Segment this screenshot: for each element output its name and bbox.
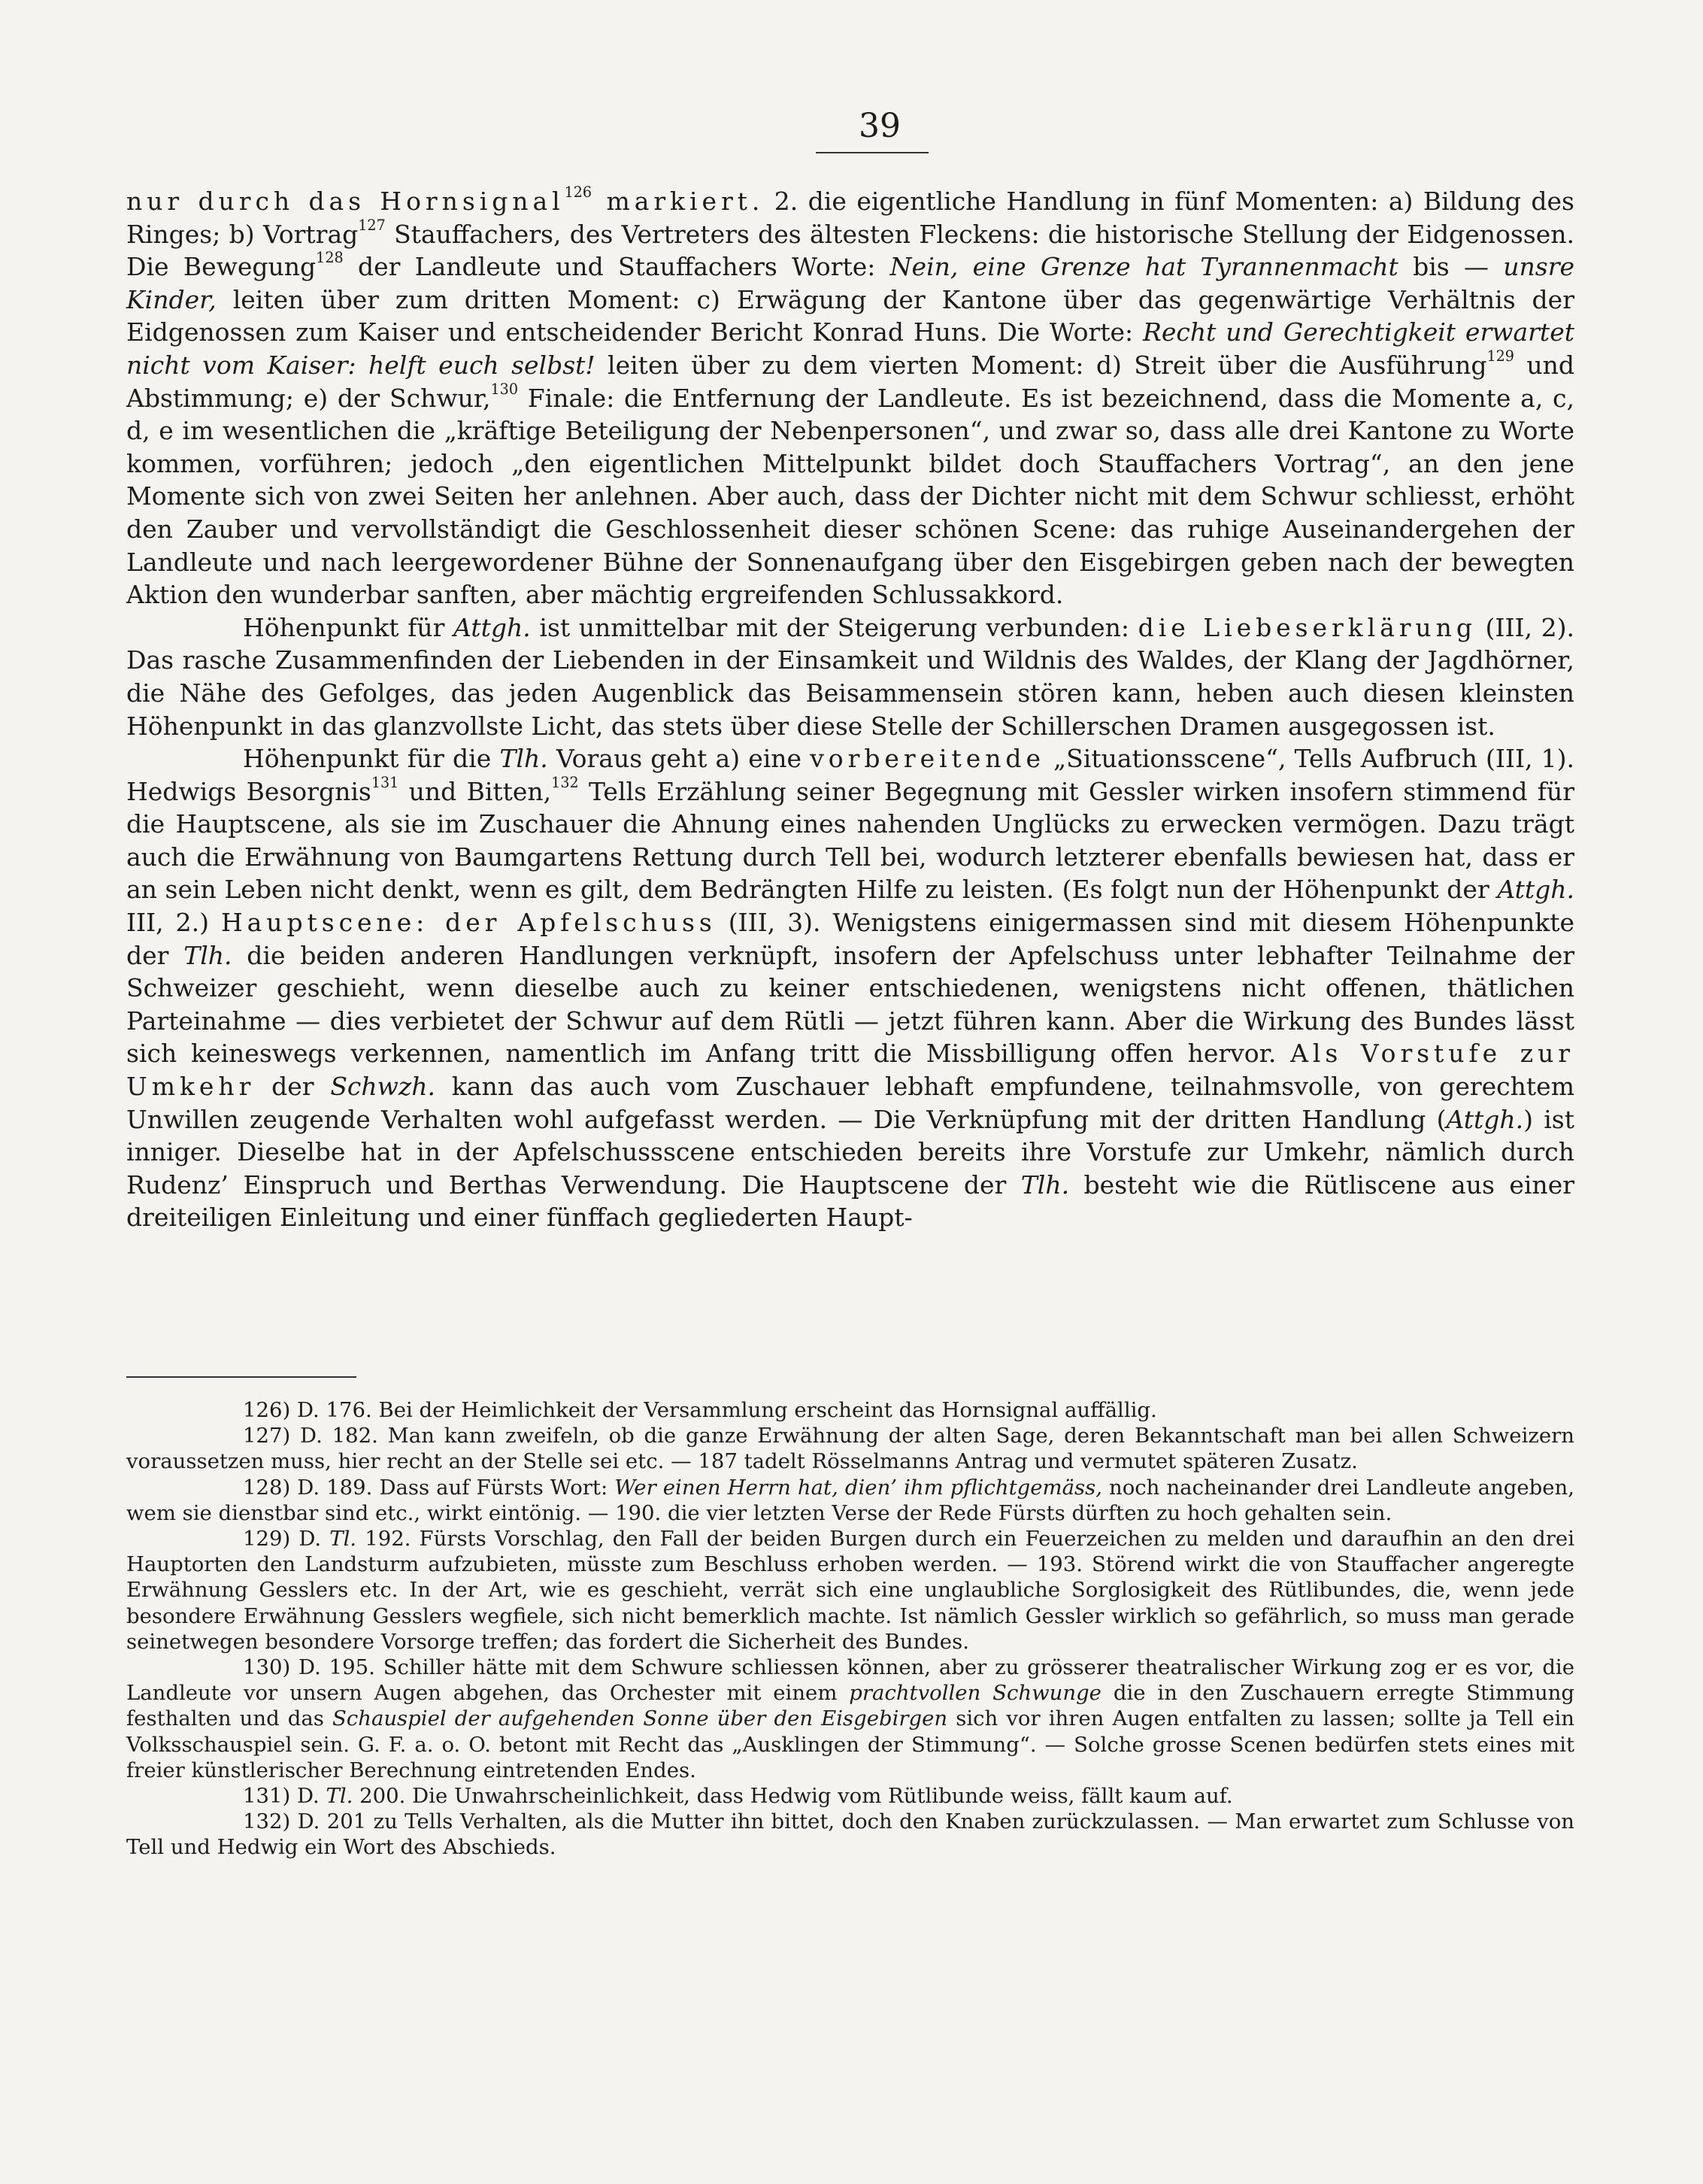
text-run: Voraus geht a) eine (547, 744, 811, 774)
footnote-reference: 130 (490, 380, 519, 398)
text-run: leiten über zu dem vierten Moment: d) Streit über die Ausführung (595, 350, 1487, 380)
footnote-7 (126, 1809, 1574, 1860)
text-run: III, 2.) (126, 908, 221, 938)
footnote-2 (126, 1423, 1574, 1474)
text-run: Höhenpunkt für die (243, 744, 500, 774)
text-run: (III, 3). Wenigstens einigermassen sind mit diesem Höhenpunkte der (126, 908, 1574, 970)
text-run: (III, 2). Das rasche Zusammenfinden der Liebenden in der Einsamkeit und Wildnis des Waldes, der Klang der Jagdhörner, die Nähe des Gefolges, das jeden Augenblick das Beisammensein stören kann, heben auch diesen kleinsten Höhenpunkt in das glanzvollste Licht, das stets über diese Stelle der Schillerschen Dramen ausgegossen ist. (126, 612, 1574, 741)
text-run: 2. die eigentliche Handlung in fünf Momenten: a) Bildung des Ringes; b) Vortrag (126, 187, 1574, 249)
text-run: Stauffachers, des Vertreters des ältesten Fleckens: die historische Stellung der Eidgenossen. Die Bewegung (126, 219, 1574, 282)
text-run: 126) D. 176. Bei der Heimlichkeit der Versammlung erscheint das Hornsignal auffällig. (243, 1398, 1157, 1422)
footnote-reference: 126 (564, 183, 592, 201)
italic-text: Tl. (326, 1784, 353, 1809)
text-run: bis — (1398, 252, 1504, 282)
footnote-separator (126, 1376, 356, 1378)
text-run: 130) D. 195. Schiller hätte mit dem Schwure schliessen können, aber zu grösserer theatralischer Wirkung zog er es vor, die Landleute vor unsern Augen abgehen, das Orchester mit einem (126, 1655, 1574, 1706)
footnote-reference: 129 (1486, 347, 1514, 365)
text-run: ist unmittelbar mit der Steigerung verbunden: (530, 612, 1138, 642)
spaced-emphasis-text: Als Vorstufe zur Umkehr (126, 1039, 1574, 1102)
spaced-emphasis-text: Hauptscene: der Apfelschuss (220, 908, 717, 938)
italic-text: unsre Kinder, (126, 252, 1575, 314)
footnotes (126, 1397, 1574, 1861)
text-run: und Bitten, (398, 776, 552, 806)
main-text (126, 185, 1574, 1234)
text-run: leiten über zum dritten Moment: c) Erwägung der Kantone über das gegenwärtige Verhältnis der Eidgenossen zum Kaiser und entscheidender Bericht Konrad Huns. Die Worte: (126, 284, 1574, 347)
footnote-reference: 128 (316, 248, 344, 266)
page-number: 39 (859, 107, 901, 145)
footnote-5 (126, 1655, 1574, 1783)
text-run: 127) D. 182. Man kann zweifeln, ob die ganze Erwähnung der alten Sage, deren Bekanntschaft man bei allen Schweizern voraussetzen muss, hier recht an der Stelle sei etc. — 187 tadelt Rösselmanns Antrag und vermutet späteren Zusatz. (126, 1424, 1574, 1474)
italic-text: prachtvollen Schwunge (849, 1681, 1101, 1706)
italic-text: Schwzh. (330, 1072, 436, 1102)
text-run: sich vor ihren Augen entfalten zu lassen; sollte ja Tell ein Volksschauspiel sein. G. F. a. o. O. betont mit Recht das „Ausklingen der Stimmung“. — Solche grosse Scenen bedürfen stets eines mit freier künstlerischer Berechnung eintretenden Endes. (126, 1706, 1574, 1782)
footnote-1 (126, 1397, 1574, 1423)
text-run: der Landleute und Stauffachers Worte: (343, 252, 890, 282)
text-run: Tells Erzählung seiner Begegnung mit Gessler wirken insofern stimmend für die Hauptscene, als sie im Zuschauer die Ahnung eines nahenden Unglücks zu erwecken vermögen. Dazu trägt auch die Erwähnung von Baumgartens Rettung durch Tell bei, wodurch letzterer ebenfalls bewiesen hat, dass er an sein Leben nicht denkt, wenn es gilt, dem Bedrängten Hilfe zu leisten. (Es folgt nun der Höhenpunkt der (126, 776, 1575, 905)
italic-text: Tlh. (499, 744, 548, 774)
text-run: 128) D. 189. Dass auf Fürsts Wort: (243, 1475, 615, 1500)
italic-text: Attgh. (453, 612, 531, 642)
text-run: 200. Die Unwahrscheinlichkeit, dass Hedwig vom Rütlibunde weiss, fällt kaum auf. (353, 1784, 1233, 1809)
text-run: Finale: die Entfernung der Landleute. Es ist bezeichnend, dass die Momente a, c, d, e im wesentlichen die „kräftige Beteiligung der Nebenpersonen“, und zwar so, dass alle drei Kantone zu Worte kommen, vorführen; jedoch „den eigentlichen Mittelpunkt bildet doch Stauffachers Vortrag“, an den jene Momente sich von zwei Seiten her anlehnen. Aber auch, dass der Dichter nicht mit dem Schwur schliesst, erhöht den Zauber und vervollständigt die Geschlossenheit dieser schönen Scene: das ruhige Auseinandergehen der Landleute und nach leergewordener Bühne der Sonnenaufgang über den Eisgebirgen geben nach der bewegten Aktion den wunderbar sanften, aber mächtig ergreifenden Schlussakkord. (126, 383, 1574, 610)
italic-text: Recht und Gerechtigkeit erwartet nicht vom Kaiser: helft euch selbst! (126, 317, 1574, 380)
text-run: 131) D. (243, 1784, 326, 1809)
text-run: und Abstimmung; e) der Schwur, (126, 350, 1574, 413)
italic-text: Schauspiel der aufgehenden Sonne über den Eisgebirgen (332, 1706, 948, 1731)
italic-text: Attgh. (1446, 1104, 1524, 1134)
spaced-emphasis-text: markiert. (592, 187, 765, 216)
page-number-rule (816, 152, 929, 153)
text-run: 192. Fürsts Vorschlag, den Fall der beiden Burgen durch ein Feuerzeichen zu melden und daraufhin an den drei Hauptorten den Landsturm aufzubieten, müsste zum Beschluss erhoben werden. — 193. Störend wirkt die von Stauffacher angeregte Erwähnung Gesslers etc. In der Art, wie es geschieht, verrät sich eine unglaubliche Sorglosigkeit des Rütlibundes, die, wenn jede besondere Erwähnung Gesslers wegfiele, sich nicht bemerklich machte. Ist nämlich Gessler wirklich so gefährlich, so muss man gerade seinetwegen besondere Vorsorge treffen; das fordert die Sicherheit des Bundes. (126, 1527, 1575, 1654)
text-run: die in den Zuschauern erregte Stimmung festhalten und das (126, 1681, 1574, 1731)
text-run: die beiden anderen Handlungen verknüpft, insofern der Apfelschuss unter lebhafter Teilnahme der Schweizer geschieht, wenn dieselbe auch zu keiner entschiedenen, wenigstens nicht offenen, thätlichen Parteinahme — dies verbietet der Schwur auf dem Rütli — jetzt führen kann. Aber die Wirkung des Bundes lässt sich keineswegs verkennen, namentlich im Anfang tritt die Missbilligung offen hervor. (126, 940, 1575, 1069)
italic-text: Tlh. (1020, 1169, 1070, 1200)
text-run: noch nacheinander drei Landleute angeben, wem sie dienstbar sind etc., wirkt eintönig. — 190. die vier letzten Verse der Rede Fürsts dürften zu hoch gehalten sein. (126, 1475, 1574, 1525)
footnote-6 (126, 1783, 1574, 1809)
italic-text: Tl. (329, 1527, 357, 1552)
spaced-emphasis-text: die Liebeserklärung (1138, 612, 1477, 642)
text-run: 132) D. 201 zu Tells Verhalten, als die Mutter ihn bittet, doch den Knaben zurückzulassen. — Man erwartet zum Schlusse von Tell und Hedwig ein Wort des Abschieds. (126, 1809, 1574, 1860)
text-run: 129) D. (243, 1527, 330, 1552)
text-run: der (255, 1072, 331, 1102)
text-run: „Situationsscene“, Tells Aufbruch (III, 1). Hedwigs Besorgnis (126, 744, 1574, 806)
paragraph-3 (126, 742, 1574, 1234)
text-run: ) ist inniger. Dieselbe hat in der Apfelschussscene entschieden bereits ihre Vorstufe zur Umkehr, nämlich durch Rudenz’ Einspruch und Berthas Verwendung. Die Hauptscene der (126, 1104, 1574, 1200)
footnote-reference: 132 (551, 773, 579, 791)
paragraph-1 (126, 185, 1574, 611)
text-run: kann das auch vom Zuschauer lebhaft empfundene, teilnahmsvolle, von gerechtem Unwillen zeugende Verhalten wohl aufgefasst werden. — Die Verknüpfung mit der dritten Handlung ( (126, 1072, 1574, 1134)
footnote-reference: 131 (371, 773, 399, 791)
italic-text: Attgh. (1497, 875, 1574, 905)
text-run: besteht wie die Rütliscene aus einer dreiteiligen Einleitung und einer fünffach gegliederten Haupt- (126, 1169, 1574, 1233)
footnote-reference: 127 (358, 216, 386, 234)
spaced-emphasis-text: nur durch das Hornsignal (126, 187, 565, 216)
italic-text: Nein, eine Grenze hat Tyrannenmacht (889, 252, 1398, 282)
text-run: Höhenpunkt für (243, 612, 454, 642)
footnote-3 (126, 1475, 1574, 1526)
italic-text: Tlh. (183, 940, 232, 970)
italic-text: Wer einen Herrn hat, dien’ ihm pflichtgemäss, (614, 1475, 1102, 1500)
paragraph-2 (126, 611, 1574, 742)
footnote-4 (126, 1526, 1574, 1655)
spaced-emphasis-text: vorbereitende (810, 744, 1045, 774)
